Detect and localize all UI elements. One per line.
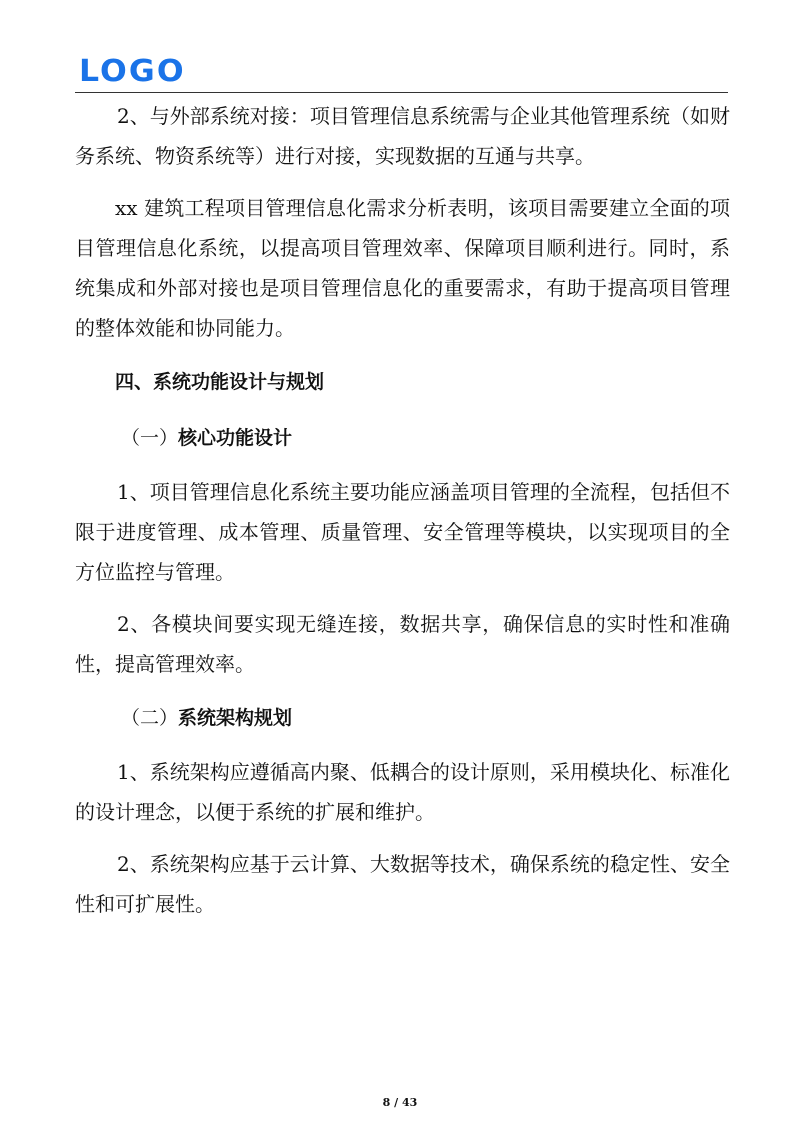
page-header — [75, 54, 728, 93]
subsection-heading-core-functions — [75, 416, 730, 460]
paragraph-external-integration: 2、与外部系统对接：项目管理信息系统需与企业其他管理系统（如财务系统、物资系统等）进行对接，实现数据的互通与共享。 — [75, 104, 730, 168]
subsection-number: （一） — [121, 427, 179, 449]
paragraph-architecture-1: 1、系统架构应遵循高内聚、低耦合的设计原则，采用模块化、标准化的设计理念，以便于系统的扩展和维护。 — [75, 760, 730, 824]
logo: LOGO — [79, 54, 186, 89]
paragraph-core-function-2: 2、各模块间要实现无缝连接，数据共享，确保信息的实时性和准确性，提高管理效率。 — [75, 612, 730, 676]
subsection-number: （二） — [121, 707, 179, 729]
paragraph-summary: xx 建筑工程项目管理信息化需求分析表明，该项目需要建立全面的项目管理信息化系统，以提高项目管理效率、保障项目顺利进行。同时，系统集成和外部对接也是项目管理信息化的重要需求，有助于提高项目管理的整体效能和协同能力。 — [75, 196, 730, 340]
document-body — [75, 96, 730, 936]
paragraph-architecture-2: 2、系统架构应基于云计算、大数据等技术，确保系统的稳定性、安全性和可扩展性。 — [75, 852, 730, 916]
subsection-heading-architecture — [75, 696, 730, 740]
paragraph-core-function-1: 1、项目管理信息化系统主要功能应涵盖项目管理的全流程，包括但不限于进度管理、成本管理、质量管理、安全管理等模块，以实现项目的全方位监控与管理。 — [75, 480, 730, 584]
section-heading: 四、系统功能设计与规划 — [115, 371, 325, 393]
subsection-title: 核心功能设计 — [178, 427, 293, 449]
page-number: 8 / 43 — [382, 1096, 418, 1109]
subsection-title: 系统架构规划 — [178, 707, 293, 729]
